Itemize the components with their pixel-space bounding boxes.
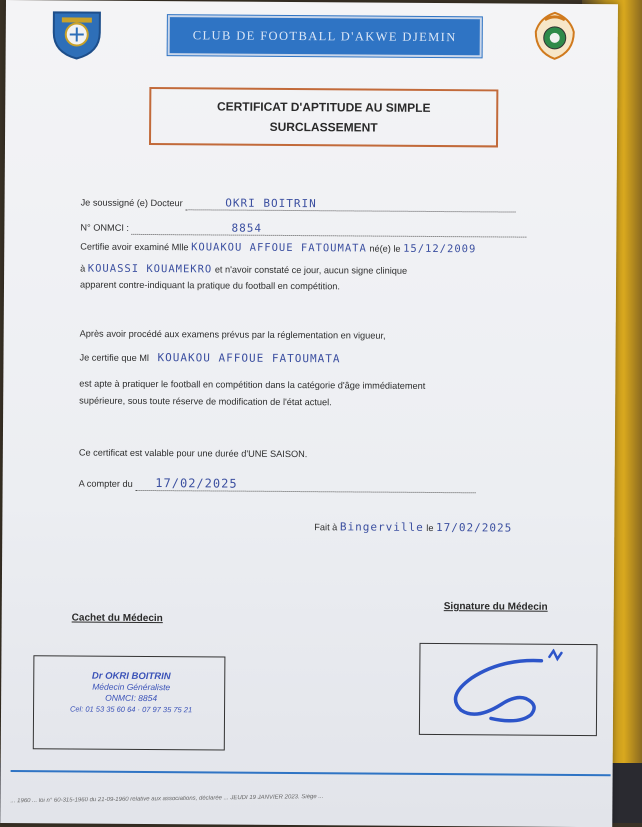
onmci-label: N° ONMCI : [80,222,130,233]
certificate-title-line2: SURCLASSEMENT [269,119,378,135]
onmci-row [80,221,526,238]
doctor-stamp [56,670,206,715]
certify-label: Je certifie que Ml [79,352,149,364]
from-value: 17/02/2025 [155,476,238,491]
aptitude-line2: supérieure, sous toute réserve de modification de l'état actuel. [79,395,332,408]
doctor-signature [431,648,592,729]
from-field [135,476,475,493]
stamp-line3: ONMCI: 8854 [105,692,158,704]
doctor-value: OKRI BOITRIN [225,196,317,211]
aptitude-line1: est apte à pratiquer le football en compétition dans la catégorie d'âge immédiatement [79,378,426,391]
made-at-row [314,520,512,534]
on-label: le [426,522,434,533]
certificate-title-box [149,87,498,147]
certificate-title-line1: CERTIFICAT D'APTITUDE AU SIMPLE [216,99,431,115]
examined-value: KOUAKOU AFFOUE FATOUMATA [191,241,367,255]
on-value: 17/02/2025 [435,521,513,535]
born-value: 15/12/2009 [403,242,477,256]
from-label: A compter du [78,478,133,489]
onmci-value: 8854 [231,221,263,235]
onmci-field [132,221,527,238]
signature-section-label: Signature du Médecin [443,601,548,613]
statement-line2: apparent contre-indiquant la pratique du football en compétition. [79,279,341,292]
from-row [79,476,476,494]
certify-value: KOUAKOU AFFOUE FATOUMATA [157,351,341,366]
federation-crest-icon [530,10,580,62]
examined-row [80,241,476,256]
stamp-line1: Dr OKRI BOITRIN [91,670,171,683]
examined-label: Certifie avoir examiné Mlle [80,241,189,253]
made-at-label: Fait à [314,522,338,533]
statement-tail: et n'avoir constaté ce jour, aucun signe clinique [214,264,408,276]
stamp-line2: Médecin Généraliste [92,681,171,693]
doctor-field [185,196,515,212]
club-name-banner: CLUB DE FOOTBALL D'AKWE DJEMIN [168,15,482,57]
certify-row [79,351,340,366]
born-label: né(e) le [369,243,401,254]
place-prefix: à [80,263,86,274]
doctor-label: Je soussigné (e) Docteur [80,197,183,209]
stamp-line4: Cel: 01 53 35 60 64 · 07 97 35 75 21 [69,704,193,715]
place-value: KOUASSI KOUAMEKRO [87,262,213,276]
doctor-row [81,196,516,213]
footer-legal-text: ... 1960 ... loi n° 60-315-1960 du 21-09-1960 relative aux associations, déclarée ... JEUDI 19 JANVIER 2023. Siège ... [10,793,324,805]
club-crest-icon [48,8,106,60]
footer-divider [11,770,611,776]
place-row [80,263,407,277]
stamp-section-label: Cachet du Médecin [71,612,163,625]
after-exams-text: Après avoir procédé aux examens prévus par la réglementation en vigueur, [79,328,386,341]
validity-text: Ce certificat est valable pour une durée d'UNE SAISON. [78,447,308,460]
made-at-value: Bingerville [339,520,424,534]
